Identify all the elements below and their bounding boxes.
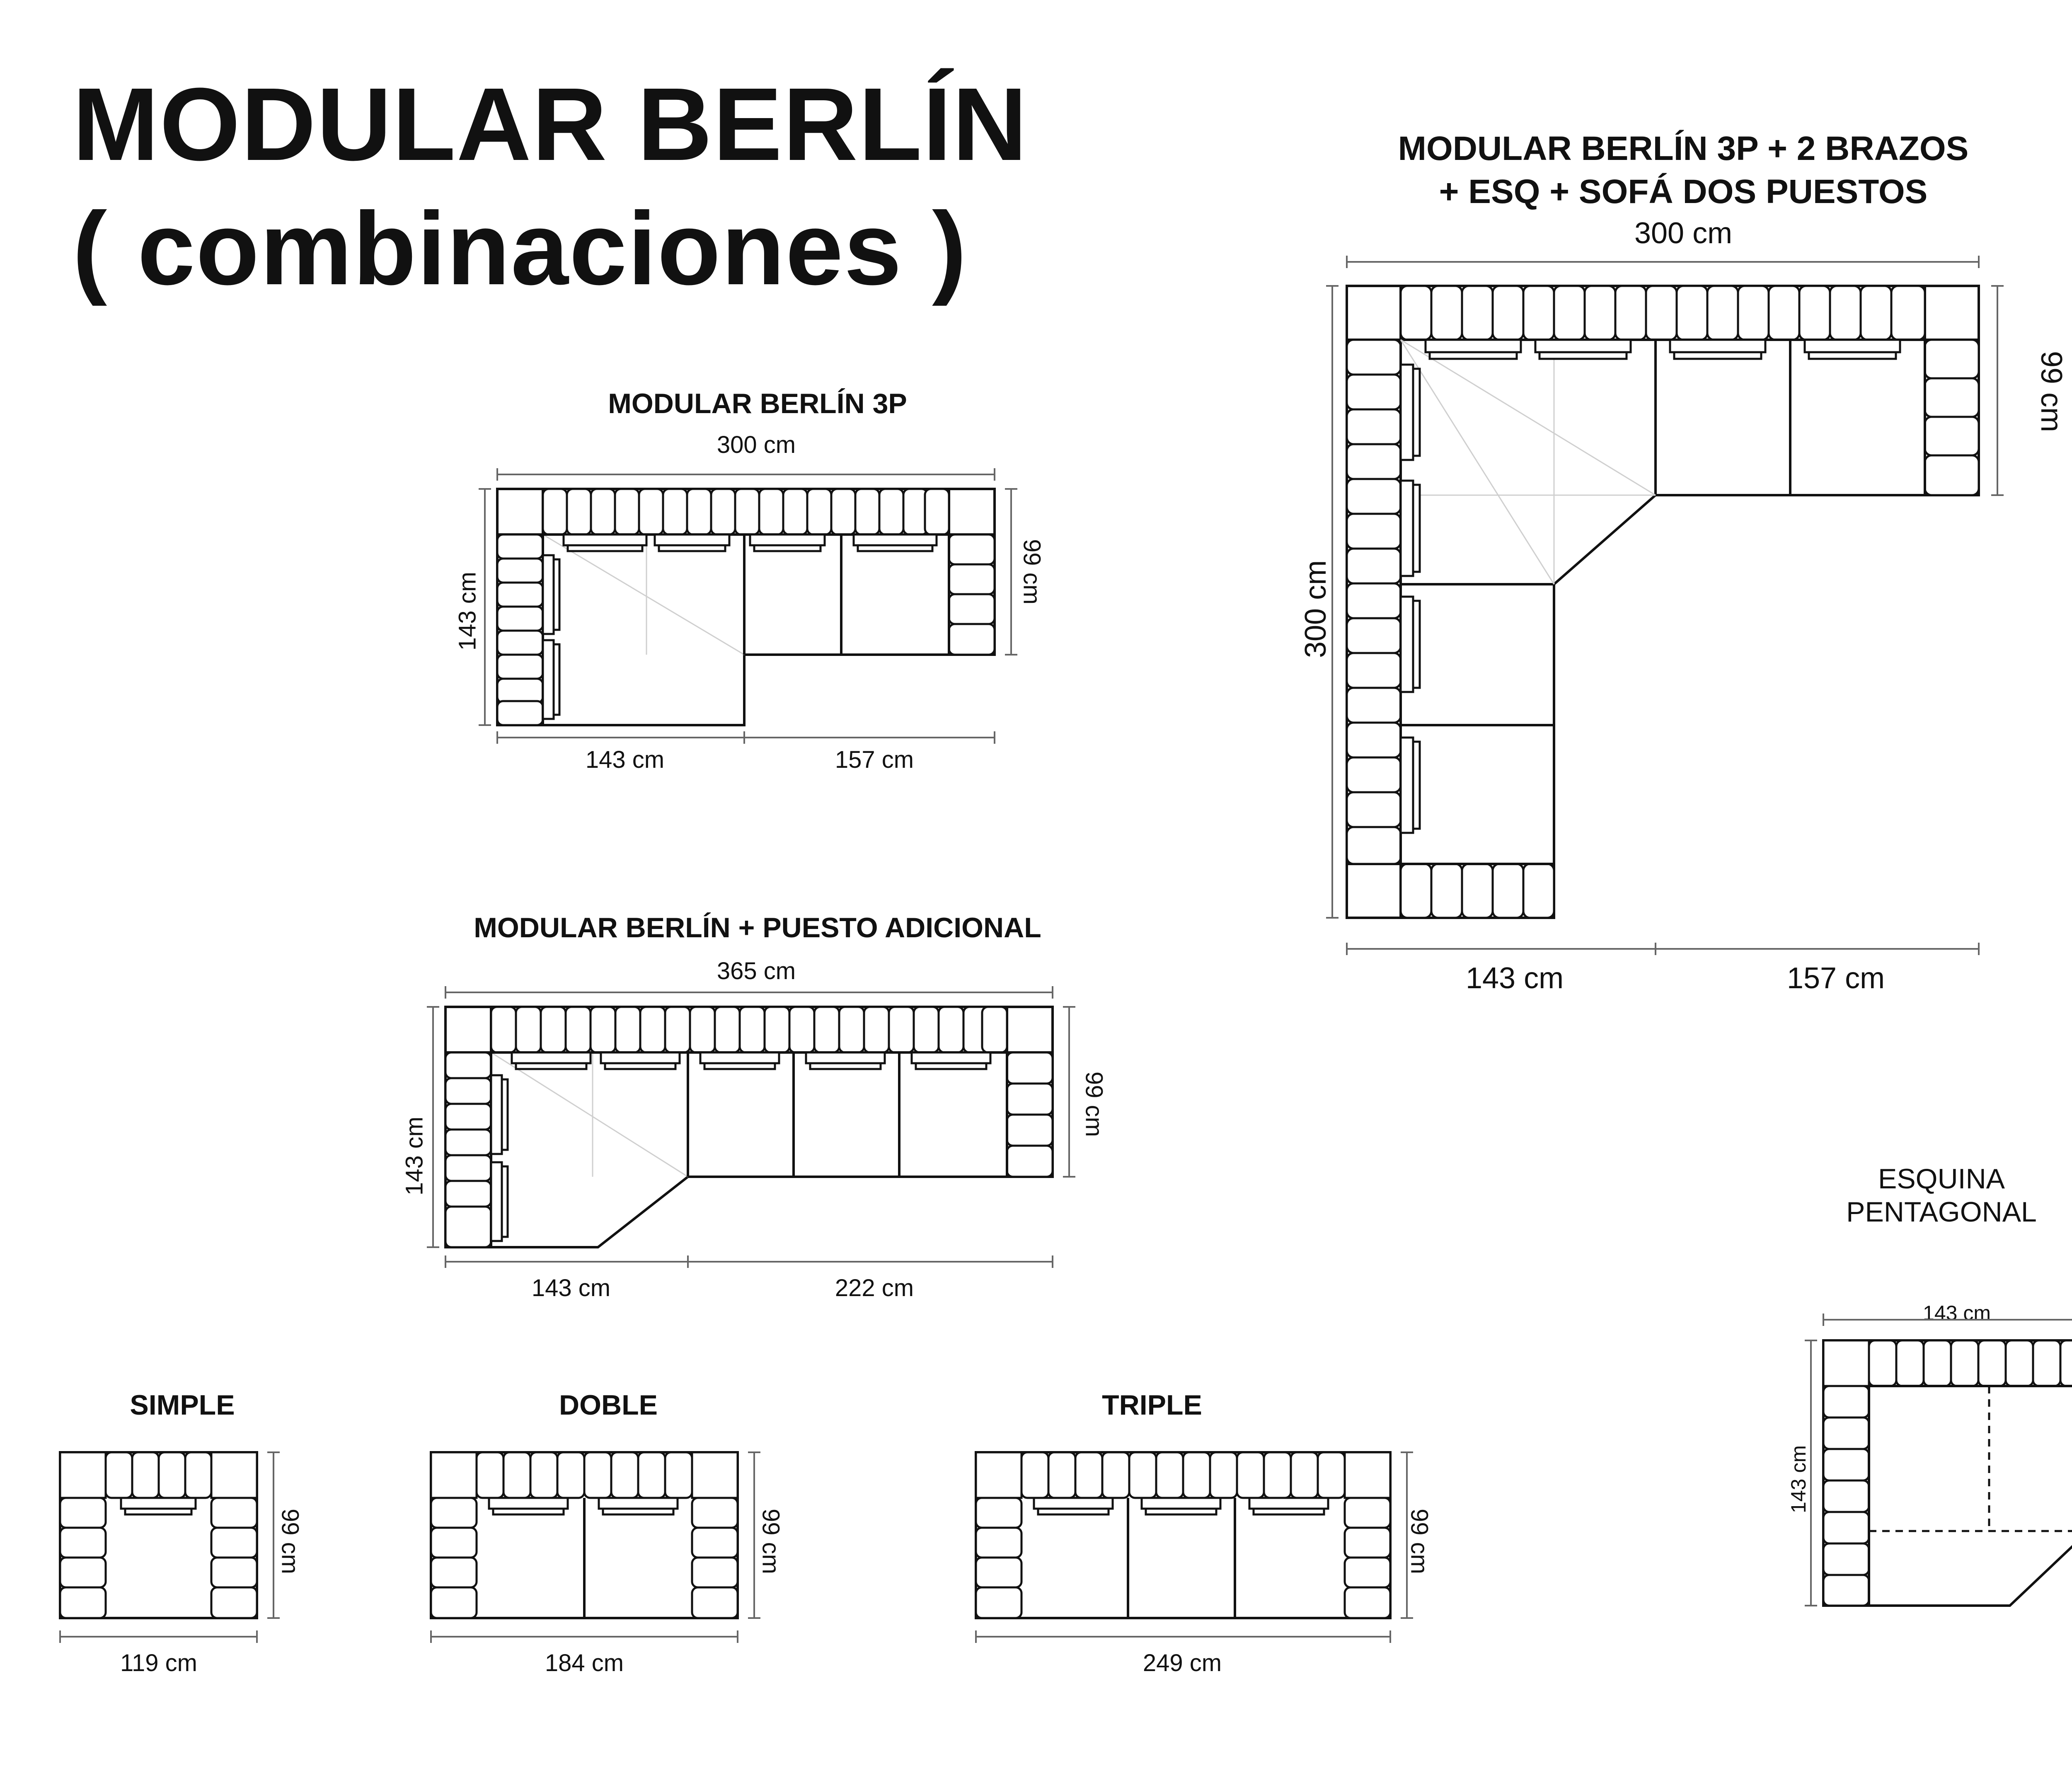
sofa-doble-depth-label: 99 cm (757, 1509, 784, 1574)
brazos-combo-title-line2: + ESQ + SOFÁ DOS PUESTOS (1439, 173, 1928, 210)
sofa-triple-depth-label: 99 cm (1406, 1509, 1433, 1574)
brazos-combo-depth-label: 99 cm (2035, 351, 2068, 433)
berlin3p-bottom-left-label: 143 cm (585, 746, 665, 773)
brazos-combo-bottom-left-label: 143 cm (1465, 962, 1564, 995)
sofa-simple-plan (60, 1452, 280, 1643)
brazos-combo-plan (1326, 256, 2004, 955)
sofa-triple-title: TRIPLE (1102, 1389, 1202, 1421)
esquina-piece-plan (1805, 1313, 2072, 1606)
brazos-combo-title-line1: MODULAR BERLÍN 3P + 2 BRAZOS (1398, 130, 1969, 167)
sofa-triple-width-label: 249 cm (1143, 1650, 1222, 1676)
berlin3p-depth-label: 99 cm (1018, 539, 1046, 605)
esquina-height-label: 143 cm (1787, 1445, 1810, 1513)
puesto-combo-plan (427, 986, 1075, 1268)
esquina-label-line2: PENTAGONAL (1846, 1196, 2037, 1228)
puesto-combo-depth-label: 99 cm (1080, 1072, 1108, 1137)
brazos-combo-height-label: 300 cm (1299, 560, 1332, 658)
page-title-line2: ( combinaciones ) (73, 191, 968, 306)
puesto-combo-bottom-right-label: 222 cm (835, 1275, 914, 1301)
brazos-combo-bottom-right-label: 157 cm (1786, 962, 1885, 995)
sofa-simple-width-label: 119 cm (120, 1650, 197, 1676)
berlin3p-height-label: 143 cm (454, 571, 481, 651)
sofa-doble-width-label: 184 cm (545, 1650, 624, 1676)
berlin3p-plan (479, 468, 1017, 744)
sofa-simple-title: SIMPLE (130, 1389, 235, 1421)
sofa-doble-plan (431, 1452, 760, 1643)
puesto-combo-bottom-left-label: 143 cm (531, 1275, 611, 1301)
puesto-combo-title: MODULAR BERLÍN + PUESTO ADICIONAL (474, 912, 1041, 943)
sofa-simple-depth-label: 99 cm (276, 1509, 304, 1574)
esquina-width-label: 143 cm (1923, 1301, 1991, 1325)
esquina-label-line1: ESQUINA (1878, 1163, 2005, 1195)
berlin3p-title: MODULAR BERLÍN 3P (608, 388, 907, 419)
page-title-line1: MODULAR BERLÍN (73, 66, 1028, 182)
berlin3p-bottom-right-label: 157 cm (835, 746, 914, 773)
sofa-doble-title: DOBLE (559, 1389, 658, 1421)
sofa-triple-plan (976, 1452, 1413, 1643)
brazos-combo-width-label: 300 cm (1634, 217, 1733, 250)
puesto-combo-width-label: 365 cm (716, 958, 796, 984)
puesto-combo-height-label: 143 cm (401, 1116, 428, 1196)
berlin3p-width-label: 300 cm (716, 431, 796, 458)
